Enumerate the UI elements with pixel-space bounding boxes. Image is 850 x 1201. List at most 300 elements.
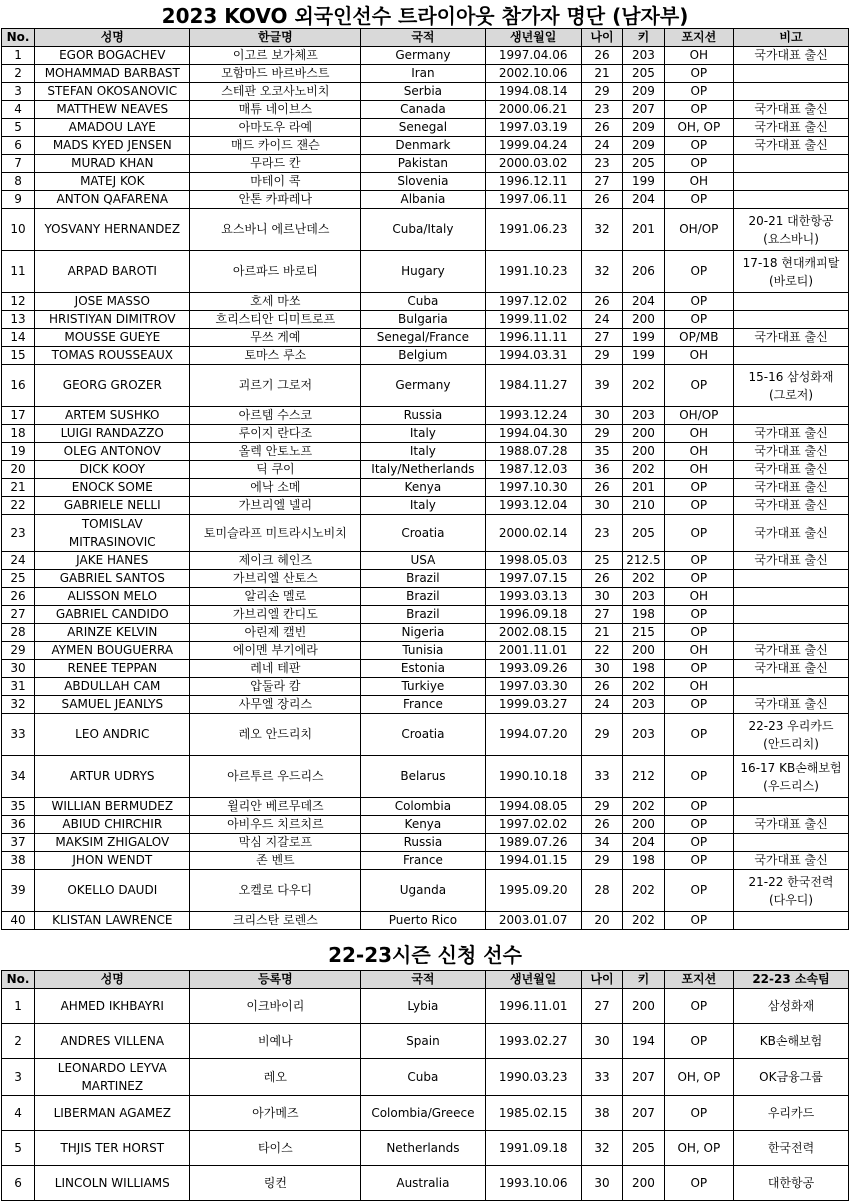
cell-name: MAKSIM ZHIGALOV	[35, 834, 190, 852]
header-name: 성명	[35, 971, 190, 989]
cell-position: OP	[664, 293, 733, 311]
cell-nationality: Brazil	[361, 588, 485, 606]
cell-korean-name: 요스바니 에르난데스	[190, 209, 361, 251]
cell-age: 20	[581, 912, 622, 930]
cell-note	[734, 173, 849, 191]
cell-age: 30	[581, 497, 622, 515]
cell-korean-name: 아마도우 라예	[190, 119, 361, 137]
cell-nationality: Croatia	[361, 515, 485, 552]
cell-birth-date: 1997.12.02	[485, 293, 581, 311]
cell-birth-date: 1994.07.20	[485, 714, 581, 756]
cell-position: OP	[664, 101, 733, 119]
table-row	[2, 1166, 849, 1201]
cell-no: 38	[2, 852, 35, 870]
cell-name: GABRIEL CANDIDO	[35, 606, 190, 624]
cell-note	[734, 83, 849, 101]
cell-birth-date: 1997.03.19	[485, 119, 581, 137]
cell-height: 206	[623, 251, 664, 293]
cell-name: MATEJ KOK	[35, 173, 190, 191]
cell-birth-date: 2002.08.15	[485, 624, 581, 642]
table-row	[2, 1024, 849, 1059]
cell-position: OP	[664, 570, 733, 588]
cell-age: 32	[581, 251, 622, 293]
cell-note: 국가대표 출신	[734, 425, 849, 443]
cell-birth-date: 1994.08.05	[485, 798, 581, 816]
cell-korean-name: 에이멘 부기에라	[190, 642, 361, 660]
cell-height: 209	[623, 137, 664, 155]
cell-age: 27	[581, 173, 622, 191]
cell-korean-name: 매튜 네이브스	[190, 101, 361, 119]
cell-age: 33	[581, 756, 622, 798]
cell-no: 10	[2, 209, 35, 251]
cell-korean-name: 루이지 란다조	[190, 425, 361, 443]
cell-korean-name: 가브리엘 칸디도	[190, 606, 361, 624]
cell-birth-date: 2000.02.14	[485, 515, 581, 552]
cell-nationality: France	[361, 852, 485, 870]
cell-height: 212	[623, 756, 664, 798]
table-row	[2, 137, 849, 155]
cell-korean-name: 무라드 칸	[190, 155, 361, 173]
cell-position: OP	[664, 497, 733, 515]
cell-nationality: Colombia/Greece	[361, 1096, 485, 1131]
table-row	[2, 678, 849, 696]
table-row	[2, 696, 849, 714]
cell-no: 35	[2, 798, 35, 816]
cell-height: 200	[623, 816, 664, 834]
cell-age: 32	[581, 209, 622, 251]
cell-name: ARPAD BAROTI	[35, 251, 190, 293]
cell-korean-name: 딕 쿠이	[190, 461, 361, 479]
cell-birth-date: 1993.03.13	[485, 588, 581, 606]
cell-note: 21-22 한국전력 (다우디)	[734, 870, 849, 912]
cell-birth-date: 1996.09.18	[485, 606, 581, 624]
cell-no: 31	[2, 678, 35, 696]
cell-age: 30	[581, 660, 622, 678]
table-row	[2, 191, 849, 209]
cell-name: AYMEN BOUGUERRA	[35, 642, 190, 660]
table-row	[2, 816, 849, 834]
table-row	[2, 83, 849, 101]
table-row	[2, 461, 849, 479]
cell-note: OK금융그룹	[734, 1059, 849, 1096]
cell-name: TOMAS ROUSSEAUX	[35, 347, 190, 365]
header-age: 나이	[581, 29, 622, 47]
cell-height: 199	[623, 347, 664, 365]
cell-birth-date: 1997.06.11	[485, 191, 581, 209]
cell-nationality: Canada	[361, 101, 485, 119]
cell-no: 29	[2, 642, 35, 660]
cell-position: OH	[664, 461, 733, 479]
cell-no: 1	[2, 47, 35, 65]
cell-position: OH	[664, 642, 733, 660]
roster-title: 2023 KOVO 외국인선수 트라이아웃 참가자 명단 (남자부)	[161, 4, 689, 28]
cell-position: OH	[664, 443, 733, 461]
table-row	[2, 47, 849, 65]
cell-no: 5	[2, 1131, 35, 1166]
cell-age: 30	[581, 1024, 622, 1059]
cell-position: OP	[664, 989, 733, 1024]
cell-birth-date: 1988.07.28	[485, 443, 581, 461]
cell-name: ARTUR UDRYS	[35, 756, 190, 798]
cell-height: 203	[623, 47, 664, 65]
header-position: 포지션	[664, 29, 733, 47]
table-row	[2, 173, 849, 191]
cell-korean-name: 막심 지갈로프	[190, 834, 361, 852]
cell-position: OH, OP	[664, 1131, 733, 1166]
cell-birth-date: 1989.07.26	[485, 834, 581, 852]
cell-note	[734, 624, 849, 642]
cell-nationality: Serbia	[361, 83, 485, 101]
header-height: 키	[623, 971, 664, 989]
cell-position: OP	[664, 83, 733, 101]
cell-korean-name: 윌리안 베르무데즈	[190, 798, 361, 816]
cell-height: 210	[623, 497, 664, 515]
cell-korean-name: 링컨	[190, 1166, 361, 1201]
cell-birth-date: 1985.02.15	[485, 1096, 581, 1131]
cell-note: 국가대표 출신	[734, 816, 849, 834]
cell-note: 국가대표 출신	[734, 329, 849, 347]
cell-birth-date: 1999.04.24	[485, 137, 581, 155]
cell-age: 24	[581, 311, 622, 329]
cell-height: 201	[623, 479, 664, 497]
cell-nationality: Hugary	[361, 251, 485, 293]
table-row	[2, 989, 849, 1024]
cell-birth-date: 1996.12.11	[485, 173, 581, 191]
cell-note: 국가대표 출신	[734, 461, 849, 479]
table-row	[2, 1059, 849, 1096]
cell-note	[734, 293, 849, 311]
cell-no: 20	[2, 461, 35, 479]
cell-height: 207	[623, 101, 664, 119]
cell-height: 203	[623, 588, 664, 606]
cell-height: 202	[623, 365, 664, 407]
cell-age: 32	[581, 1131, 622, 1166]
cell-korean-name: 아린제 캘빈	[190, 624, 361, 642]
cell-birth-date: 1997.02.02	[485, 816, 581, 834]
applicants-table	[1, 970, 849, 1201]
cell-nationality: Belgium	[361, 347, 485, 365]
cell-name: AHMED IKHBAYRI	[35, 989, 190, 1024]
cell-height: 200	[623, 989, 664, 1024]
cell-name: ALISSON MELO	[35, 588, 190, 606]
cell-position: OP	[664, 660, 733, 678]
cell-nationality: Lybia	[361, 989, 485, 1024]
cell-note: 국가대표 출신	[734, 119, 849, 137]
cell-korean-name: 제이크 헤인즈	[190, 552, 361, 570]
cell-no: 28	[2, 624, 35, 642]
cell-age: 29	[581, 798, 622, 816]
cell-nationality: Kenya	[361, 479, 485, 497]
cell-age: 24	[581, 696, 622, 714]
cell-no: 2	[2, 1024, 35, 1059]
header-note: 비고	[734, 29, 849, 47]
cell-nationality: Tunisia	[361, 642, 485, 660]
cell-name: STEFAN OKOSANOVIC	[35, 83, 190, 101]
cell-note	[734, 606, 849, 624]
cell-nationality: Turkiye	[361, 678, 485, 696]
cell-no: 11	[2, 251, 35, 293]
cell-height: 199	[623, 329, 664, 347]
cell-age: 30	[581, 1166, 622, 1201]
cell-position: OH	[664, 678, 733, 696]
cell-no: 5	[2, 119, 35, 137]
cell-age: 26	[581, 816, 622, 834]
cell-position: OH/OP	[664, 407, 733, 425]
cell-korean-name: 스테판 오코사노비치	[190, 83, 361, 101]
cell-position: OP	[664, 479, 733, 497]
cell-height: 215	[623, 624, 664, 642]
cell-age: 26	[581, 191, 622, 209]
cell-age: 35	[581, 443, 622, 461]
cell-height: 194	[623, 1024, 664, 1059]
cell-birth-date: 1999.03.27	[485, 696, 581, 714]
cell-no: 6	[2, 137, 35, 155]
cell-name: OLEG ANTONOV	[35, 443, 190, 461]
cell-nationality: Italy/Netherlands	[361, 461, 485, 479]
cell-korean-name: 이고르 보가체프	[190, 47, 361, 65]
table-row	[2, 209, 849, 251]
cell-age: 29	[581, 347, 622, 365]
cell-nationality: Russia	[361, 407, 485, 425]
cell-height: 202	[623, 570, 664, 588]
cell-no: 7	[2, 155, 35, 173]
cell-korean-name: 이크바이리	[190, 989, 361, 1024]
cell-note: 15-16 삼성화재 (그로저)	[734, 365, 849, 407]
cell-age: 33	[581, 1059, 622, 1096]
cell-birth-date: 1991.09.18	[485, 1131, 581, 1166]
cell-age: 23	[581, 155, 622, 173]
cell-name: ABIUD CHIRCHIR	[35, 816, 190, 834]
cell-name: ANDRES VILLENA	[35, 1024, 190, 1059]
cell-note: 국가대표 출신	[734, 515, 849, 552]
cell-note: KB손해보험	[734, 1024, 849, 1059]
table-row	[2, 497, 849, 515]
table-row	[2, 624, 849, 642]
cell-no: 23	[2, 515, 35, 552]
cell-height: 200	[623, 443, 664, 461]
cell-position: OP	[664, 155, 733, 173]
cell-birth-date: 1997.10.30	[485, 479, 581, 497]
cell-position: OP	[664, 606, 733, 624]
cell-birth-date: 2003.01.07	[485, 912, 581, 930]
cell-age: 23	[581, 101, 622, 119]
cell-korean-name: 아르파드 바로티	[190, 251, 361, 293]
cell-age: 29	[581, 425, 622, 443]
cell-name: JAKE HANES	[35, 552, 190, 570]
cell-age: 29	[581, 83, 622, 101]
cell-age: 21	[581, 65, 622, 83]
table-row	[2, 852, 849, 870]
cell-note	[734, 834, 849, 852]
cell-no: 4	[2, 1096, 35, 1131]
cell-nationality: Brazil	[361, 606, 485, 624]
cell-name: JHON WENDT	[35, 852, 190, 870]
cell-birth-date: 1993.10.06	[485, 1166, 581, 1201]
cell-nationality: Croatia	[361, 714, 485, 756]
cell-birth-date: 1994.03.31	[485, 347, 581, 365]
cell-position: OP	[664, 137, 733, 155]
cell-age: 26	[581, 479, 622, 497]
cell-no: 39	[2, 870, 35, 912]
cell-korean-name: 아비우드 치르치르	[190, 816, 361, 834]
cell-nationality: Italy	[361, 425, 485, 443]
cell-no: 3	[2, 83, 35, 101]
cell-age: 25	[581, 552, 622, 570]
cell-no: 21	[2, 479, 35, 497]
cell-nationality: France	[361, 696, 485, 714]
header-korean-name: 한글명	[190, 29, 361, 47]
cell-position: OP	[664, 311, 733, 329]
cell-nationality: Slovenia	[361, 173, 485, 191]
cell-note: 국가대표 출신	[734, 852, 849, 870]
cell-position: OP	[664, 191, 733, 209]
cell-nationality: Italy	[361, 497, 485, 515]
cell-nationality: Iran	[361, 65, 485, 83]
cell-name: GABRIEL SANTOS	[35, 570, 190, 588]
cell-no: 34	[2, 756, 35, 798]
cell-note: 한국전력	[734, 1131, 849, 1166]
cell-position: OP	[664, 756, 733, 798]
cell-note: 국가대표 출신	[734, 47, 849, 65]
cell-height: 203	[623, 407, 664, 425]
cell-name: AMADOU LAYE	[35, 119, 190, 137]
cell-height: 198	[623, 660, 664, 678]
cell-no: 24	[2, 552, 35, 570]
cell-nationality: Uganda	[361, 870, 485, 912]
cell-no: 6	[2, 1166, 35, 1201]
cell-position: OP	[664, 696, 733, 714]
cell-nationality: Estonia	[361, 660, 485, 678]
header-name: 성명	[35, 29, 190, 47]
cell-no: 37	[2, 834, 35, 852]
cell-nationality: Cuba	[361, 1059, 485, 1096]
cell-nationality: Colombia	[361, 798, 485, 816]
cell-korean-name: 압둘라 캄	[190, 678, 361, 696]
cell-nationality: Russia	[361, 834, 485, 852]
cell-nationality: Germany	[361, 365, 485, 407]
cell-birth-date: 1997.03.30	[485, 678, 581, 696]
cell-name: TOMISLAV MITRASINOVIC	[35, 515, 190, 552]
cell-name: OKELLO DAUDI	[35, 870, 190, 912]
cell-no: 1	[2, 989, 35, 1024]
cell-note: 대한항공	[734, 1166, 849, 1201]
cell-korean-name: 흐리스티안 디미트로프	[190, 311, 361, 329]
cell-no: 3	[2, 1059, 35, 1096]
cell-note	[734, 678, 849, 696]
cell-nationality: Bulgaria	[361, 311, 485, 329]
cell-note: 국가대표 출신	[734, 479, 849, 497]
header-korean-name: 등록명	[190, 971, 361, 989]
cell-position: OP	[664, 65, 733, 83]
cell-nationality: Senegal/France	[361, 329, 485, 347]
cell-position: OH	[664, 173, 733, 191]
cell-birth-date: 1993.12.04	[485, 497, 581, 515]
cell-name: EGOR BOGACHEV	[35, 47, 190, 65]
cell-note: 22-23 우리카드 (안드리치)	[734, 714, 849, 756]
cell-height: 207	[623, 1096, 664, 1131]
table-row	[2, 251, 849, 293]
cell-birth-date: 1999.11.02	[485, 311, 581, 329]
cell-height: 204	[623, 834, 664, 852]
cell-name: MOUSSE GUEYE	[35, 329, 190, 347]
cell-name: DICK KOOY	[35, 461, 190, 479]
tryout-roster-table	[1, 28, 849, 930]
cell-position: OP	[664, 624, 733, 642]
cell-note	[734, 155, 849, 173]
cell-position: OH	[664, 588, 733, 606]
table-row	[2, 1096, 849, 1131]
cell-age: 28	[581, 870, 622, 912]
cell-birth-date: 1991.06.23	[485, 209, 581, 251]
cell-name: LEO ANDRIC	[35, 714, 190, 756]
cell-position: OP	[664, 1024, 733, 1059]
table-row	[2, 714, 849, 756]
cell-height: 203	[623, 714, 664, 756]
cell-position: OH, OP	[664, 119, 733, 137]
table-row	[2, 588, 849, 606]
cell-birth-date: 1993.02.27	[485, 1024, 581, 1059]
cell-note: 국가대표 출신	[734, 497, 849, 515]
cell-height: 212.5	[623, 552, 664, 570]
cell-no: 33	[2, 714, 35, 756]
cell-birth-date: 2001.11.01	[485, 642, 581, 660]
table-row	[2, 155, 849, 173]
cell-age: 39	[581, 365, 622, 407]
cell-name: JOSE MASSO	[35, 293, 190, 311]
cell-birth-date: 1987.12.03	[485, 461, 581, 479]
cell-note: 우리카드	[734, 1096, 849, 1131]
cell-position: OH	[664, 347, 733, 365]
cell-no: 17	[2, 407, 35, 425]
cell-name: RENEE TEPPAN	[35, 660, 190, 678]
cell-no: 9	[2, 191, 35, 209]
cell-no: 27	[2, 606, 35, 624]
cell-no: 14	[2, 329, 35, 347]
cell-age: 30	[581, 588, 622, 606]
cell-position: OP	[664, 816, 733, 834]
cell-nationality: Germany	[361, 47, 485, 65]
cell-korean-name: 올렉 안토노프	[190, 443, 361, 461]
cell-age: 38	[581, 1096, 622, 1131]
cell-nationality: Kenya	[361, 816, 485, 834]
cell-height: 201	[623, 209, 664, 251]
cell-korean-name: 토마스 루소	[190, 347, 361, 365]
cell-age: 30	[581, 407, 622, 425]
cell-name: HRISTIYAN DIMITROV	[35, 311, 190, 329]
cell-position: OH, OP	[664, 1059, 733, 1096]
table-row	[2, 365, 849, 407]
table-row	[2, 407, 849, 425]
cell-note: 국가대표 출신	[734, 101, 849, 119]
cell-age: 36	[581, 461, 622, 479]
cell-korean-name: 무쓰 게예	[190, 329, 361, 347]
section-title: 22-23시즌 신청 선수	[328, 943, 522, 967]
cell-korean-name: 토미슬라프 미트라시노비치	[190, 515, 361, 552]
cell-name: MADS KYED JENSEN	[35, 137, 190, 155]
cell-birth-date: 1997.07.15	[485, 570, 581, 588]
cell-name: LEONARDO LEYVA MARTINEZ	[35, 1059, 190, 1096]
cell-position: OH	[664, 425, 733, 443]
cell-name: LIBERMAN AGAMEZ	[35, 1096, 190, 1131]
table-row	[2, 347, 849, 365]
cell-height: 205	[623, 65, 664, 83]
cell-no: 13	[2, 311, 35, 329]
cell-height: 205	[623, 1131, 664, 1166]
table-row	[2, 479, 849, 497]
cell-birth-date: 1990.10.18	[485, 756, 581, 798]
cell-birth-date: 1994.01.15	[485, 852, 581, 870]
cell-note: 20-21 대한항공 (요스바니)	[734, 209, 849, 251]
